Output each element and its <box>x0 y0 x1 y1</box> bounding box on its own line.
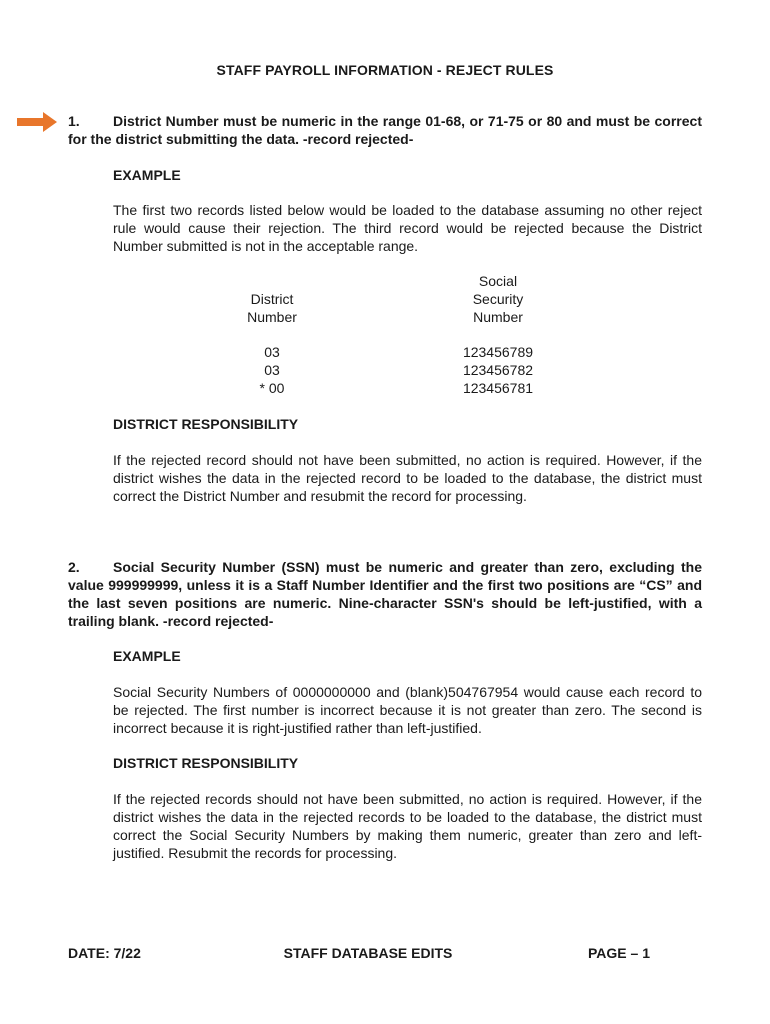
rule-2-responsibility-text: If the rejected records should not have been submitted, no action is required. However, if the district wishes the data in the rejected records to be loaded to the database, the district must correct the Social Security Numbers by making them numeric, greater than zero and left-justified. Resubmit the records for processing. <box>113 791 702 861</box>
rule-2-text: Social Security Number (SSN) must be numeric and greater than zero, excluding the value 999999999, unless it is a Staff Number Identifier and the first two positions are “CS” and the last seven positions are numeric. Nine-character SSN's should be left-justified, with a trailing blank. -record rejected- <box>68 559 702 629</box>
district-header-line: District <box>250 291 294 307</box>
ssn-value: 123456789 <box>462 344 534 360</box>
rule-2-statement <box>68 558 702 630</box>
district-value: 03 <box>264 344 280 360</box>
rule-1-responsibility-text: If the rejected record should not have been submitted, no action is required. However, if the district wishes the data in the rejected record to be loaded to the database, the district must correct the District Number and resubmit the record for processing. <box>113 452 702 504</box>
district-number-header <box>222 290 322 326</box>
rule-1-example-heading: EXAMPLE <box>113 167 181 183</box>
footer-title: STAFF DATABASE EDITS <box>283 945 453 961</box>
rule-1-statement <box>68 112 702 148</box>
ssn-header-line: Security <box>472 291 524 307</box>
rule-2-responsibility-heading: DISTRICT RESPONSIBILITY <box>113 755 299 771</box>
rule-1-number: 1. <box>68 113 80 129</box>
rule-1-text: District Number must be numeric in the range 01-68, or 71-75 or 80 and must be correct for the district submitting the data. -record rejected- <box>68 113 702 147</box>
rule-2-example-text: Social Security Numbers of 0000000000 and (blank)504767954 would cause each record to be rejected. The first number is incorrect because it is not greater than zero. The second is incorrect because it is right-justified rather than left-justified. <box>113 684 702 736</box>
ssn-values <box>448 343 548 397</box>
footer-date: DATE: 7/22 <box>68 945 141 961</box>
footer-page-number: PAGE – 1 <box>588 945 650 961</box>
ssn-header-line: Social <box>478 273 518 289</box>
rule-1-example-text: The first two records listed below would be loaded to the database assuming no other reject rule would cause their rejection. The third record would be rejected because the District Number submitted is not in the acceptable range. <box>113 202 702 254</box>
district-value: * 00 <box>259 380 285 396</box>
district-header-line: Number <box>247 309 297 325</box>
ssn-header-line: Number <box>473 309 523 325</box>
rule-2-number: 2. <box>68 559 80 575</box>
rule-1-responsibility-heading: DISTRICT RESPONSIBILITY <box>113 416 299 432</box>
district-value: 03 <box>264 362 280 378</box>
district-number-values <box>222 343 322 397</box>
page-title: STAFF PAYROLL INFORMATION - REJECT RULES <box>216 62 554 78</box>
rule-2-example-heading: EXAMPLE <box>113 648 181 664</box>
right-arrow-icon <box>17 112 57 132</box>
ssn-value: 123456781 <box>462 380 534 396</box>
ssn-header <box>448 272 548 326</box>
ssn-value: 123456782 <box>462 362 534 378</box>
